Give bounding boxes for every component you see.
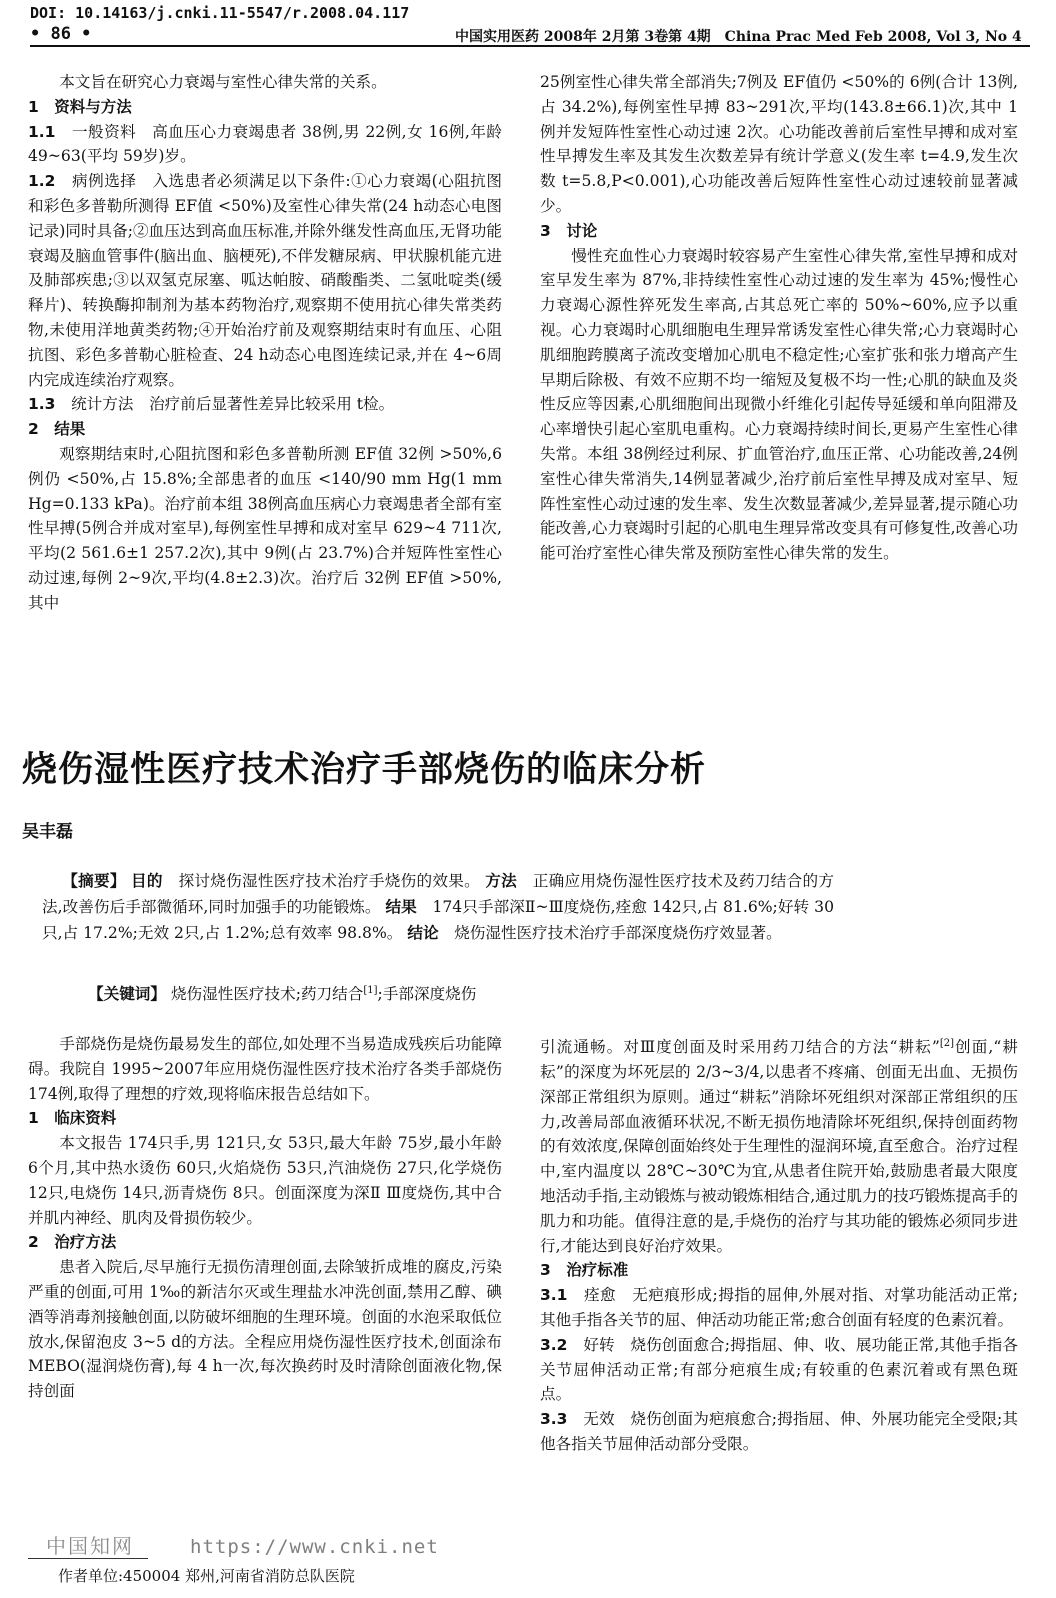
watermark-cnki: 中国知网 [46,1534,134,1558]
s33-title: 无效 [583,1410,615,1429]
article-section-3-3 [540,1407,1018,1457]
prev-s13-text: 治疗前后显著性差异比较采用 t检。 [149,395,395,414]
cont-ref: [2] [939,1038,954,1049]
prev-article-right-column [540,70,1018,566]
prev-s11-title: 一般资料 [71,122,137,141]
prev-section-2-heading: 2 结果 [28,420,86,439]
page-number: • 86 • [30,24,92,44]
footnote-rule [28,1558,148,1559]
article-right-column [540,1032,1018,1457]
conclusion-text: 烧伤湿性医疗技术治疗手部深度烧伤疗效显著。 [454,924,782,942]
article-section-3-heading: 3 治疗标准 [540,1261,629,1280]
keywords-text-2: ;手部深度烧伤 [377,985,477,1003]
prev-section-1-heading: 1 资料与方法 [28,97,132,116]
article-section-1-text: 本文报告 174只手,男 121只,女 53只,最大年龄 75岁,最小年龄 6个月,其中热水烫伤 60只,火焰烧伤 53只,汽油烧伤 27只,化学烧伤 12只,电烧伤 14只,沥青烧伤 8只。创面深度为深Ⅱ Ⅲ度烧伤,其中合并肌内神经、肌肉及骨损伤较少。 [28,1134,502,1227]
prev-s13-label: 1.3 [28,395,56,414]
article-section-2-text: 患者入院后,尽早施行无损伤清理创面,去除皱折成堆的腐皮,污染严重的创面,可用 1‰的新洁尔灭或生理盐水冲洗创面,禁用乙醇、碘酒等消毒剂接触创面,以防破坏细胞的生理环境。创面的水泡采取低位放水,保留泡皮 3~5 d的方法。全程应用烧伤湿性医疗技术,创面涂布 MEBO(湿润烧伤膏),每 4 h一次,每次换药时及时清除创面液化物,保持创面 [28,1258,502,1401]
article-section-1-heading: 1 临床资料 [28,1109,117,1128]
keywords-label: 【关键词】 [88,984,166,1003]
prev-results-continued: 25例室性心律失常全部消失;7例及 EF值仍 <50%的 6例(合计 13例,占 34.2%),每例室性早搏 83~291次,平均(143.8±66.1)次,其中 1例并发短阵性室性心动过速 2次。心功能改善前后室性早搏和成对室性早搏发生率及其发生次数差异有统计学意义(发生率 t=4.9,发生次数 t=5.8,P<0.001),心功能改善后短阵性室性心动过速较前显著减少。 [540,73,1018,215]
methods-label: 方法 [485,871,517,890]
objective-text: 探讨烧伤湿性医疗技术治疗手烧伤的效果。 [178,872,480,890]
prev-s13-title: 统计方法 [71,395,134,414]
prev-s11-label: 1.1 [28,122,56,141]
prev-section-3-heading: 3 讨论 [540,221,598,240]
keywords-ref: [1] [363,984,378,996]
s32-title: 好转 [583,1335,615,1354]
doi-line: DOI: 10.14163/j.cnki.11-5547/r.2008.04.117 [30,4,410,22]
article-author: 吴丰磊 [22,822,73,842]
article-section-2-heading: 2 治疗方法 [28,1233,117,1252]
prev-s12-text: 入选患者必须满足以下条件:①心力衰竭(心阻抗图和彩色多普勒所测得 EF值 <50%)及室性心律失常(24 h动态心电图记录)同时具备;②血压达到高血压标准,并除外继发性高血压,无肾功能衰竭及脑血管事件(脑出血、脑梗死),不伴发糖尿病、甲状腺机能亢进及肺部疾患;③以双氢克尿塞、呱达帕胺、硝酸酯类、二氢吡啶类(缓释片)、转换酶抑制剂为基本药物治疗,观察期不使用抗心律失常类药物,未使用洋地黄类药物;④开始治疗前及观察期结束时有血压、心阻抗图、彩色多普勒心脏检查、24 h动态心电图连续记录,并在 4~6周内完成连续治疗观察。 [28,172,502,389]
s32-text: 烧伤创面愈合;拇指屈、伸、收、展功能正常,其他手指各关节屈伸活动正常;有部分疤痕生成;有较重的色素沉着或有黑色斑点。 [540,1335,1018,1404]
abstract-label: 【摘要】 [62,871,126,890]
s33-text: 烧伤创面为疤痕愈合;拇指屈、伸、外展功能完全受限;其他各指关节屈伸活动部分受限。 [540,1410,1018,1453]
author-affiliation: 作者单位:450004 郑州,河南省消防总队医院 [58,1567,355,1585]
objective-label: 目的 [130,871,163,890]
prev-section-3-text: 慢性充血性心力衰竭时较容易产生室性心律失常,室性早搏和成对室早发生率为 87%,非持续性室性心动过速的发生率为 45%;慢性心力衰竭心源性猝死发生率高,占其总死亡率的 50%~60%,应予以重视。心力衰竭时心肌细胞电生理异常诱发室性心律失常;心力衰竭时心肌细胞跨膜离子流改变增加心肌电不稳定性;心室扩张和张力增高产生早期后除极、有效不应期不均一缩短及复极不均一性;心肌的缺血及炎性反应等因素,心肌细胞间出现微小纤维化引起传导延缓和单向阻滞及心率增快引起心室肌电重构。心力衰竭持续时间长,更易产生室性心律失常。本组 38例经过利尿、扩血管治疗,血压正常、心功能改善,24例室性心律失常消失,14例显著减少,治疗前后室性早搏及成对室早、短阵性室性心动过速的发生率、发生次数显著减少,差异显著,提示随心功能改善,心力衰竭时引起的心肌电生理异常改变具有可修复性,改善心功能可治疗室性心律失常及预防室性心律失常的发生。 [540,246,1018,563]
s32-label: 3.2 [540,1335,568,1354]
prev-section-1-1 [28,120,502,170]
prev-s12-label: 1.2 [28,172,56,191]
keywords-text: 烧伤湿性医疗技术;药刀结合 [170,985,364,1003]
prev-section-1-3 [28,392,502,417]
prev-s11-text: 高血压心力衰竭患者 38例,男 22例,女 16例,年龄 49~63(平均 59岁)岁。 [28,122,502,166]
watermark-url: https://www.cnki.net [190,1536,439,1558]
cont-text-a: 引流通畅。对Ⅲ度创面及时采用药刀结合的方法“耕耘” [540,1038,940,1057]
keywords [88,982,476,1004]
running-head: 中国实用医药 2008年 2月第 3卷第 4期 China Prac Med Feb 2008, Vol 3, No 4 [455,29,1022,45]
s33-label: 3.3 [540,1410,568,1429]
article-title: 烧伤湿性医疗技术治疗手部烧伤的临床分析 [22,750,707,790]
header-rule [30,45,1030,47]
cont-text-b: 创面,“耕耘”的深度为坏死层的 2/3~3/4,以患者不疼痛、创面无出血、无损伤深部正常组织为原则。通过“耕耘”消除坏死组织对深部正常组织的压力,改善局部血液循环状况,不断无损伤地清除坏死组织,保持创面药物的有效浓度,保障创面始终处于生理性的湿润环境,直至愈合。治疗过程中,室内温度以 28℃~30℃为宜,从患者住院开始,鼓励患者最大限度地活动手指,主动锻炼与被动锻炼相结合,通过肌力的技巧锻炼提高手的肌力和功能。值得注意的是,手烧伤的治疗与其功能的锻炼必须同步进行,才能达到良好治疗效果。 [540,1038,1018,1255]
methods-text: 正确应用烧伤湿性医疗技术及药刀结合的方法,改善伤后手部微循环,同时加强手的功能锻炼。 [42,872,834,916]
s31-text: 无疤痕形成;拇指的屈伸,外展对指、对掌功能活动正常;其他手指各关节的屈、伸活动功能正常;愈合创面有轻度的色素沉着。 [540,1286,1018,1329]
article-left-column [28,1032,502,1404]
prev-section-2-text: 观察期结束时,心阻抗图和彩色多普勒所测 EF值 32例 >50%,6例仍 <50%,占 15.8%;全部患者的血压 <140/90 mm Hg(1 mm Hg=0.133 kPa)。治疗前本组 38例高血压病心力衰竭患者全部有室性早搏(5例合并成对室早),每例室性早搏和成对室早 629~4 711次,平均(2 561.6±1 257.2次),其中 9例(占 23.7%)合并短阵性室性心动过速,每例 2~9次,平均(4.8±2.3)次。治疗后 32例 EF值 >50%,其中 [28,444,502,612]
prev-s12-title: 病例选择 [72,172,137,191]
s31-title: 痊愈 [584,1286,617,1305]
article-section-3-1 [540,1283,1018,1333]
article-section-3-2 [540,1333,1018,1407]
s31-label: 3.1 [540,1286,568,1305]
conclusion-label: 结论 [407,923,439,942]
article-intro: 手部烧伤是烧伤最易发生的部位,如处理不当易造成残疾后功能障碍。我院自 1995~2007年应用烧伤湿性医疗技术治疗各类手部烧伤 174例,取得了理想的疗效,现将临床报告总结如下。 [28,1035,502,1103]
results-label: 结果 [385,897,417,916]
prev-section-1-2 [28,169,502,392]
results-text: 174只手部深Ⅱ~Ⅲ度烧伤,痊愈 142只,占 81.6%;好转 30只,占 17.2%;无效 2只,占 1.2%;总有效率 98.8%。 [42,898,834,942]
article-methods-continued [540,1032,1018,1258]
abstract [42,868,834,946]
prev-intro: 本文旨在研究心力衰竭与室性心律失常的关系。 [59,73,387,91]
prev-article-left-column [28,70,502,616]
